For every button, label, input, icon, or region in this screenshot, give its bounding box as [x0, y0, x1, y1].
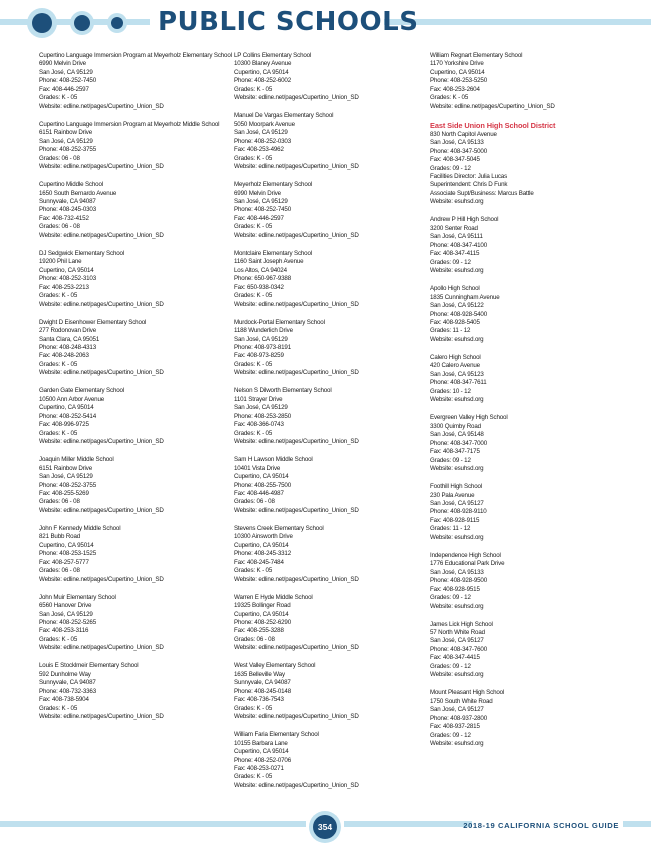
school-name: John F Kennedy Middle School: [39, 524, 121, 532]
school-detail: Sunnyvale, CA 94087: [39, 679, 96, 687]
school-detail: Phone: 408-255-7500: [234, 481, 292, 489]
school-detail: Santa Clara, CA 95051: [39, 335, 100, 343]
school-detail: Grades: 09 - 12: [430, 456, 471, 464]
school-entry: [430, 52, 620, 111]
school-detail: Grades: K - 05: [234, 154, 273, 162]
school-detail: Website: edline.net/pages/Cupertino_Union_SD: [39, 300, 164, 308]
school-name: Sam H Lawson Middle School: [234, 456, 313, 464]
school-name: LP Collins Elementary School: [234, 52, 312, 59]
school-detail: San José, CA 95133: [430, 139, 484, 147]
school-name: Louis E Stocklmeir Elementary School: [39, 662, 139, 670]
school-detail: Website: edline.net/pages/Cupertino_Union_SD: [39, 163, 164, 171]
school-detail: San José, CA 95129: [39, 610, 93, 618]
school-entry: [430, 354, 620, 405]
school-detail: Fax: 408-937-2815: [430, 723, 480, 731]
school-detail: Grades: 06 - 08: [234, 635, 275, 643]
school-detail: 6151 Rainbow Drive: [39, 464, 93, 472]
school-entry: [39, 456, 229, 515]
school-detail: Grades: 06 - 08: [39, 498, 80, 506]
page-title: PUBLIC SCHOOLS: [158, 7, 419, 37]
school-detail: Grades: K - 05: [39, 360, 78, 368]
school-detail: Grades: K - 05: [234, 85, 273, 93]
school-detail: Phone: 408-253-2850: [234, 412, 292, 420]
school-detail: Fax: 408-347-7175: [430, 448, 480, 456]
school-detail: Fax: 408-996-9725: [39, 421, 89, 429]
school-entry: [430, 689, 620, 748]
school-detail: Grades: K - 05: [39, 704, 78, 712]
school-detail: Website: edline.net/pages/Cupertino_Union_SD: [234, 300, 359, 308]
column-2: [234, 52, 424, 800]
school-detail: 6990 Melvin Drive: [39, 60, 86, 68]
school-detail: Website: edline.net/pages/Cupertino_Union_SD: [234, 369, 359, 377]
school-detail: Facilities Director: Julia Lucas: [430, 173, 508, 181]
school-entry: [234, 731, 424, 790]
school-detail: Phone: 408-245-3312: [234, 550, 292, 558]
school-detail: Website: esuhsd.org: [430, 602, 484, 610]
school-entry: [430, 552, 620, 611]
school-entry: [39, 250, 229, 309]
school-detail: Grades: K - 05: [234, 773, 273, 781]
school-name: DJ Sedgwick Elementary School: [39, 249, 125, 257]
school-detail: 821 Bubb Road: [39, 533, 81, 541]
school-detail: Grades: 10 - 12: [430, 387, 471, 395]
school-detail: Phone: 408-252-6290: [234, 619, 292, 627]
district-heading: East Side Union High School District: [430, 120, 556, 130]
school-detail: Phone: 408-245-0148: [234, 687, 292, 695]
school-entry: [234, 387, 424, 446]
school-detail: Fax: 408-446-2597: [39, 85, 89, 93]
school-detail: Fax: 408-253-2213: [39, 283, 89, 291]
school-detail: Grades: 06 - 08: [39, 223, 80, 231]
school-detail: 277 Rodonovan Drive: [39, 327, 97, 335]
school-detail: San José, CA 95127: [430, 499, 484, 507]
school-name: West Valley Elementary School: [234, 662, 316, 670]
school-detail: Cupertino, CA 95014: [39, 541, 94, 549]
school-detail: Grades: 11 - 12: [430, 525, 471, 533]
school-detail: Website: esuhsd.org: [430, 267, 484, 275]
school-name: Evergreen Valley High School: [430, 414, 508, 422]
school-detail: Associate Supt/Business: Marcus Battle: [430, 189, 534, 197]
school-detail: San José, CA 95129: [39, 473, 93, 481]
school-detail: 1776 Educational Park Drive: [430, 560, 505, 568]
school-detail: Cupertino, CA 95014: [430, 68, 485, 76]
school-name: William Regnart Elementary School: [430, 52, 523, 59]
school-detail: Phone: 408-347-7600: [430, 645, 488, 653]
school-detail: Website: edline.net/pages/Cupertino_Union_SD: [39, 369, 164, 377]
school-detail: Website: esuhsd.org: [430, 740, 484, 748]
school-detail: Website: edline.net/pages/Cupertino_Union_SD: [234, 713, 359, 721]
school-detail: Phone: 408-252-7450: [39, 77, 97, 85]
school-entry: [430, 285, 620, 344]
school-detail: Website: edline.net/pages/Cupertino_Union_SD: [39, 713, 164, 721]
school-detail: Grades: K - 05: [39, 429, 78, 437]
school-name: Cupertino Middle School: [39, 181, 103, 189]
school-detail: Website: edline.net/pages/Cupertino_Union_SD: [39, 438, 164, 446]
school-detail: Fax: 408-928-9515: [430, 585, 480, 593]
school-detail: Cupertino, CA 95014: [234, 610, 289, 618]
school-name: Joaquin Miller Middle School: [39, 456, 114, 464]
school-detail: Phone: 408-248-4313: [39, 343, 97, 351]
school-entry: [234, 112, 424, 171]
footer-rule-right: [344, 821, 472, 827]
school-detail: Fax: 408-257-5777: [39, 558, 89, 566]
school-detail: Grades: 09 - 12: [430, 258, 471, 266]
school-name: Cupertino Language Immersion Program at Meyerholz Middle School: [39, 120, 220, 128]
school-detail: Phone: 408-928-5400: [430, 310, 488, 318]
school-name: Mount Pleasant High School: [430, 689, 505, 697]
school-detail: Fax: 408-928-9115: [430, 516, 480, 524]
column-3: [430, 52, 620, 758]
school-detail: Phone: 408-347-5000: [430, 147, 488, 155]
school-name: Nelson S Dilworth Elementary School: [234, 387, 332, 395]
school-detail: Grades: K - 05: [39, 635, 78, 643]
header-rule-right: [384, 19, 651, 25]
school-detail: Phone: 408-347-7611: [430, 379, 487, 387]
guide-title: 2018-19 CALIFORNIA SCHOOL GUIDE: [463, 821, 619, 830]
school-detail: Website: edline.net/pages/Cupertino_Union_SD: [234, 644, 359, 652]
school-name: Foothill High School: [430, 483, 483, 491]
school-detail: Website: esuhsd.org: [430, 465, 484, 472]
school-detail: 6990 Melvin Drive: [234, 189, 281, 197]
school-detail: Grades: 06 - 08: [39, 154, 80, 162]
school-detail: Grades: K - 05: [234, 360, 273, 368]
school-name: Calero High School: [430, 353, 481, 361]
school-detail: Website: edline.net/pages/Cupertino_Union_SD: [39, 644, 164, 652]
school-detail: Fax: 408-928-5405: [430, 319, 480, 327]
school-detail: Website: esuhsd.org: [430, 671, 484, 679]
school-name: John Muir Elementary School: [39, 593, 116, 601]
school-entry: [234, 594, 424, 653]
school-detail: Fax: 408-347-5045: [430, 156, 480, 164]
school-detail: Fax: 408-347-4115: [430, 250, 480, 258]
school-detail: Website: esuhsd.org: [430, 335, 484, 343]
school-detail: 57 North White Road: [430, 629, 485, 637]
header-dot-1: [32, 13, 52, 33]
school-detail: 10401 Vista Drive: [234, 464, 281, 472]
school-name: James Lick High School: [430, 620, 493, 628]
school-detail: Grades: 09 - 12: [430, 594, 471, 602]
school-detail: Website: edline.net/pages/Cupertino_Union_SD: [234, 781, 359, 789]
school-detail: 1160 Saint Joseph Avenue: [234, 258, 304, 266]
school-detail: Fax: 408-255-3288: [234, 627, 284, 635]
school-detail: Fax: 408-255-5269: [39, 489, 89, 497]
school-detail: Grades: 06 - 08: [39, 567, 80, 575]
school-detail: San José, CA 95129: [39, 68, 93, 76]
school-detail: 1101 Strayer Drive: [234, 395, 283, 403]
header-dot-2: [74, 15, 90, 31]
school-detail: Phone: 408-347-7000: [430, 439, 488, 447]
school-detail: Fax: 408-253-4962: [234, 146, 284, 154]
school-detail: Website: edline.net/pages/Cupertino_Union_SD: [234, 575, 359, 583]
school-detail: 1635 Belleville Way: [234, 670, 285, 678]
school-detail: Fax: 408-253-3116: [39, 627, 89, 635]
school-detail: Phone: 408-252-5265: [39, 619, 97, 627]
school-detail: Website: edline.net/pages/Cupertino_Union_SD: [39, 506, 164, 514]
school-detail: Website: edline.net/pages/Cupertino_Union_SD: [234, 506, 359, 514]
school-detail: 10300 Blaney Avenue: [234, 60, 292, 68]
school-detail: Grades: K - 05: [234, 567, 273, 575]
school-entry: [234, 662, 424, 721]
school-detail: Website: edline.net/pages/Cupertino_Union_SD: [39, 102, 164, 110]
page-footer: [0, 808, 651, 840]
school-detail: Website: edline.net/pages/Cupertino_Union_SD: [234, 94, 359, 102]
school-detail: San José, CA 95111: [430, 233, 483, 241]
school-detail: Fax: 650-938-0342: [234, 283, 284, 291]
school-entry: [234, 250, 424, 309]
school-detail: Cupertino, CA 95014: [234, 68, 289, 76]
school-detail: 19200 Phil Lane: [39, 258, 82, 266]
school-detail: Website: edline.net/pages/Cupertino_Union_SD: [234, 438, 359, 446]
school-detail: Phone: 408-252-3103: [39, 275, 97, 283]
school-detail: 3300 Quimby Road: [430, 422, 481, 430]
school-detail: Website: esuhsd.org: [430, 198, 484, 206]
school-detail: 10500 Ann Arbor Avenue: [39, 395, 105, 403]
school-entry: [234, 525, 424, 584]
school-detail: Sunnyvale, CA 94087: [234, 679, 291, 687]
school-detail: Website: esuhsd.org: [430, 533, 484, 541]
school-detail: Website: edline.net/pages/Cupertino_Union_SD: [39, 231, 164, 239]
school-detail: 6151 Rainbow Drive: [39, 129, 93, 137]
school-detail: Fax: 408-347-4415: [430, 654, 480, 662]
school-entry: [430, 414, 620, 473]
school-detail: 420 Calero Avenue: [430, 362, 480, 370]
school-detail: Grades: K - 05: [234, 429, 273, 437]
school-entry: [430, 483, 620, 542]
school-detail: Fax: 408-736-7543: [234, 696, 284, 704]
school-detail: San José, CA 95123: [430, 370, 484, 378]
school-detail: 1170 Yorkshire Drive: [430, 60, 484, 68]
school-name: Garden Gate Elementary School: [39, 387, 125, 395]
school-detail: Sunnyvale, CA 94087: [39, 197, 96, 205]
school-name: Andrew P Hill High School: [430, 216, 499, 224]
school-entry: [430, 216, 620, 275]
school-detail: Website: edline.net/pages/Cupertino_Union_SD: [234, 231, 359, 239]
school-detail: Cupertino, CA 95014: [234, 473, 289, 481]
school-detail: San José, CA 95129: [234, 197, 288, 205]
school-detail: San José, CA 95122: [430, 302, 484, 310]
school-detail: San José, CA 95129: [234, 129, 288, 137]
school-detail: Phone: 408-252-6002: [234, 77, 292, 85]
school-entry: [39, 319, 229, 378]
school-detail: San José, CA 95129: [234, 335, 288, 343]
school-detail: San José, CA 95129: [39, 137, 93, 145]
school-detail: Grades: K - 05: [234, 292, 273, 300]
school-detail: 3200 Senter Road: [430, 224, 478, 232]
school-detail: 1650 South Bernardo Avenue: [39, 189, 117, 197]
footer-rule-left: [0, 821, 306, 827]
school-detail: Fax: 408-446-2597: [234, 214, 284, 222]
school-detail: Website: edline.net/pages/Cupertino_Union_SD: [430, 102, 555, 110]
school-detail: San José, CA 95127: [430, 637, 484, 645]
school-detail: Phone: 408-252-3755: [39, 481, 97, 489]
school-detail: San José, CA 95148: [430, 431, 484, 439]
school-detail: 1188 Wunderlich Drive: [234, 327, 293, 335]
school-detail: San José, CA 95133: [430, 568, 484, 576]
school-entry: [39, 52, 232, 111]
school-name: Warren E Hyde Middle School: [234, 593, 313, 601]
school-detail: Grades: K - 05: [39, 94, 78, 102]
header-dot-3: [111, 17, 123, 29]
school-detail: Fax: 408-973-8259: [234, 352, 284, 360]
school-entry: [234, 52, 424, 103]
school-detail: Fax: 408-248-2063: [39, 352, 89, 360]
school-entry: [234, 456, 424, 515]
school-detail: Phone: 408-252-0303: [234, 137, 292, 145]
school-entry: [430, 621, 620, 680]
school-detail: Fax: 408-253-2604: [430, 85, 480, 93]
school-detail: 230 Pala Avenue: [430, 491, 475, 499]
school-detail: Phone: 408-928-9500: [430, 577, 488, 585]
school-name: Cupertino Language Immersion Program at Meyerholz Elementary School: [39, 52, 232, 59]
school-detail: Fax: 408-245-7484: [234, 558, 284, 566]
school-detail: Grades: 11 - 12: [430, 327, 471, 335]
school-detail: Website: edline.net/pages/Cupertino_Union_SD: [39, 575, 164, 583]
school-name: 830 North Capitol Avenue: [430, 130, 497, 138]
school-detail: Grades: K - 05: [234, 704, 273, 712]
page-number: 354: [313, 815, 337, 839]
school-detail: 10155 Barbara Lane: [234, 739, 288, 747]
school-name: Murdock-Portal Elementary School: [234, 318, 325, 326]
school-detail: 1750 South White Road: [430, 697, 493, 705]
school-name: Independence High School: [430, 551, 501, 559]
school-entry: [430, 131, 620, 207]
school-detail: Cupertino, CA 95014: [39, 266, 94, 274]
school-name: Meyerholz Elementary School: [234, 181, 313, 189]
school-detail: Cupertino, CA 95014: [39, 404, 94, 412]
school-detail: 19325 Bollinger Road: [234, 602, 291, 610]
school-detail: 592 Dunholme Way: [39, 670, 91, 678]
footer-rule-end: [623, 821, 651, 827]
school-detail: Phone: 408-252-3755: [39, 146, 97, 154]
school-detail: Phone: 408-928-9110: [430, 508, 487, 516]
school-entry: [234, 319, 424, 378]
school-detail: Phone: 408-253-1525: [39, 550, 97, 558]
school-entry: [39, 662, 229, 721]
school-name: Stevens Creek Elementary School: [234, 524, 324, 532]
school-detail: Cupertino, CA 95014: [234, 748, 289, 756]
school-detail: Phone: 408-973-8191: [234, 343, 292, 351]
school-detail: Phone: 408-732-3363: [39, 687, 97, 695]
school-detail: Phone: 408-252-5414: [39, 412, 97, 420]
school-detail: Fax: 408-446-4987: [234, 489, 284, 497]
school-detail: Phone: 408-252-0706: [234, 756, 292, 764]
page-number-badge: [309, 811, 341, 843]
school-detail: Superintendent: Chris D Funk: [430, 181, 508, 189]
school-detail: 10300 Ainsworth Drive: [234, 533, 293, 541]
school-detail: Fax: 408-738-5904: [39, 696, 89, 704]
school-entry: [234, 181, 424, 240]
school-name: Montclaire Elementary School: [234, 249, 312, 257]
school-detail: Grades: 09 - 12: [430, 731, 471, 739]
school-entry: [39, 594, 229, 653]
school-detail: 1835 Cunningham Avenue: [430, 293, 500, 301]
school-name: Apollo High School: [430, 285, 480, 293]
school-detail: Phone: 408-253-5250: [430, 77, 488, 85]
school-detail: Fax: 408-732-4152: [39, 214, 89, 222]
school-detail: Grades: K - 05: [234, 223, 273, 231]
school-entry: [39, 387, 229, 446]
school-detail: Cupertino, CA 95014: [234, 541, 289, 549]
school-detail: 5050 Moorpark Avenue: [234, 120, 295, 128]
school-detail: Los Altos, CA 94024: [234, 266, 287, 274]
school-entry: [39, 525, 229, 584]
school-entry: [39, 181, 229, 240]
school-detail: Website: edline.net/pages/Cupertino_Union_SD: [234, 163, 359, 171]
school-detail: Phone: 408-937-2800: [430, 714, 488, 722]
page-header: [0, 0, 651, 48]
school-detail: Grades: K - 05: [430, 94, 469, 102]
school-name: William Faria Elementary School: [234, 731, 319, 739]
school-detail: Grades: 06 - 08: [234, 498, 275, 506]
school-entry: [39, 121, 229, 172]
school-detail: Grades: 09 - 12: [430, 662, 471, 670]
column-1: [39, 52, 232, 731]
school-detail: Fax: 408-366-0743: [234, 421, 284, 429]
school-name: Manuel De Vargas Elementary School: [234, 112, 334, 120]
school-detail: San José, CA 95127: [430, 706, 484, 714]
school-detail: Grades: K - 05: [39, 292, 78, 300]
school-detail: San José, CA 95129: [234, 404, 288, 412]
school-detail: Phone: 650-967-9388: [234, 275, 292, 283]
school-detail: Phone: 408-347-4100: [430, 241, 488, 249]
school-detail: 6560 Hanover Drive: [39, 602, 92, 610]
school-name: Dwight D Eisenhower Elementary School: [39, 318, 147, 326]
school-detail: Website: esuhsd.org: [430, 396, 484, 404]
school-detail: Fax: 408-253-0271: [234, 765, 284, 773]
school-detail: Phone: 408-245-0303: [39, 206, 97, 214]
school-detail: Grades: 09 - 12: [430, 164, 471, 172]
school-detail: Phone: 408-252-7450: [234, 206, 292, 214]
